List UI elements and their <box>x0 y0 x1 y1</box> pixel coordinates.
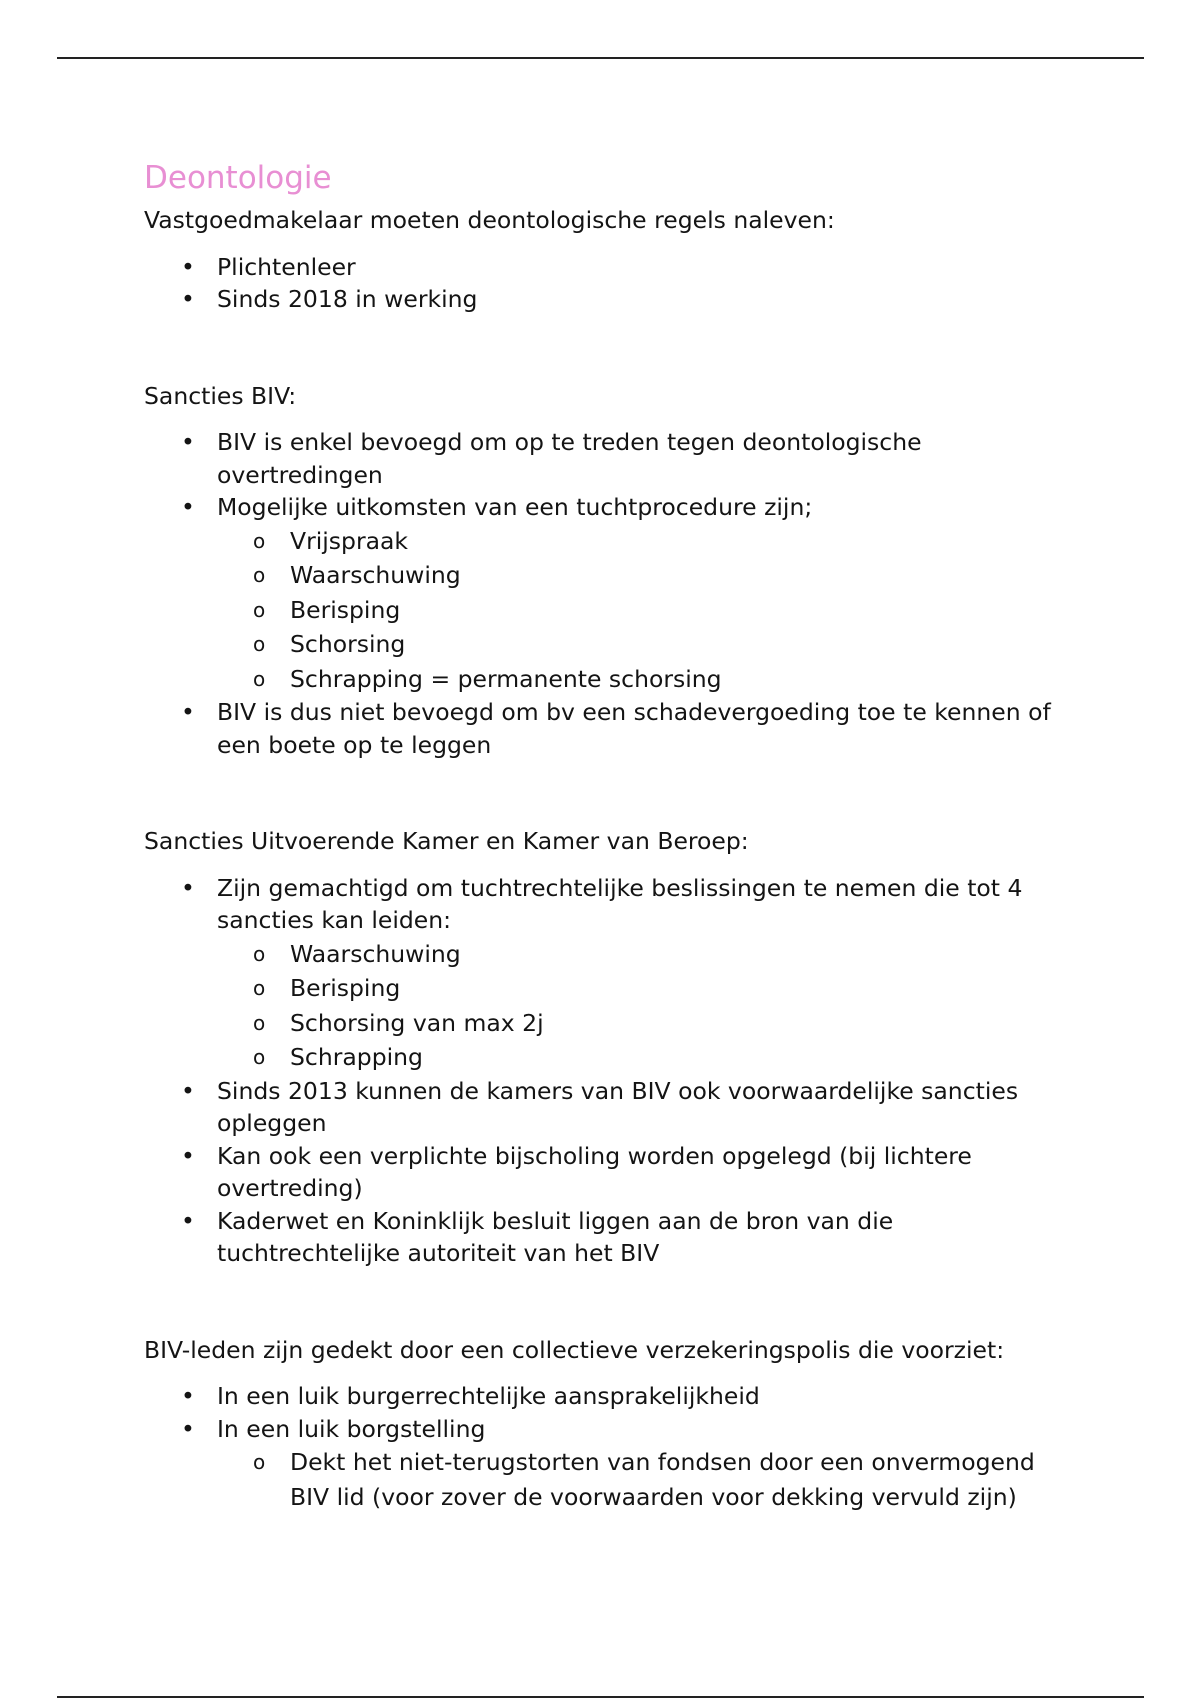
list-item: • In een luik burgerrechtelijke aansprakelijkheid <box>217 1380 1074 1413</box>
list-item: • Sinds 2018 in werking <box>217 283 1074 316</box>
sub-list-item: o Berisping <box>290 593 1074 628</box>
sub-list-item: o Schorsing van max 2j <box>290 1006 1074 1041</box>
outcomes-list <box>217 524 1074 697</box>
list-item: • Kaderwet en Koninklijk besluit liggen aan de bron van die tuchtrechtelijke autoriteit van het BIV <box>217 1205 1074 1270</box>
list-item <box>217 872 1074 1075</box>
section-title-sancties-kamers: Sancties Uitvoerende Kamer en Kamer van Beroep: <box>144 827 749 855</box>
footer-rule <box>57 1696 1144 1698</box>
sub-list-item: o Waarschuwing <box>290 558 1074 593</box>
section-title-verzekering: BIV-leden zijn gedekt door een collectieve verzekeringspolis die voorziet: <box>144 1335 1005 1364</box>
sub-list-item: o Berisping <box>290 971 1074 1006</box>
sancties-kamers-list <box>144 872 1074 1270</box>
list-item: • Sinds 2013 kunnen de kamers van BIV ook voorwaardelijke sancties opleggen <box>217 1075 1074 1140</box>
sancties-biv-list <box>144 426 1074 761</box>
header-rule <box>57 57 1144 59</box>
sanctions-list <box>217 937 1074 1075</box>
sub-list-item: o Waarschuwing <box>290 937 1074 972</box>
verzekering-list <box>144 1380 1074 1514</box>
list-item <box>217 1413 1074 1515</box>
list-item-text: Mogelijke uitkomsten van een tuchtprocedure zijn; <box>217 493 813 521</box>
list-item: • BIV is enkel bevoegd om op te treden tegen deontologische overtredingen <box>217 426 1074 491</box>
sub-list-item: o Vrijspraak <box>290 524 1074 559</box>
list-item <box>217 491 1074 696</box>
list-item-text: In een luik borgstelling <box>217 1414 486 1443</box>
intro-list <box>144 251 1074 316</box>
page-title: Deontologie <box>144 160 332 196</box>
list-item: • Plichtenleer <box>217 251 1074 284</box>
list-item: • BIV is dus niet bevoegd om bv een schadevergoeding toe te kennen of een boete op te leggen <box>217 696 1074 761</box>
section-title-sancties-biv: Sancties BIV: <box>144 381 297 410</box>
sub-list-item: o Dekt het niet-terugstorten van fondsen door een onvermogend BIV lid (voor zover de voorwaarden voor dekking vervuld zijn) <box>290 1445 1074 1514</box>
intro-text: Vastgoedmakelaar moeten deontologische regels naleven: <box>144 206 835 234</box>
sub-list-item: o Schrapping <box>290 1040 1074 1075</box>
document-body <box>144 156 1074 1514</box>
sub-list-item: o Schrapping = permanente schorsing <box>290 662 1074 697</box>
sub-list-item: o Schorsing <box>290 627 1074 662</box>
borgstelling-list <box>217 1445 1074 1514</box>
list-item-text: Zijn gemachtigd om tuchtrechtelijke beslissingen te nemen die tot 4 sancties kan leiden: <box>217 873 1023 934</box>
list-item: • Kan ook een verplichte bijscholing worden opgelegd (bij lichtere overtreding) <box>217 1140 1074 1205</box>
